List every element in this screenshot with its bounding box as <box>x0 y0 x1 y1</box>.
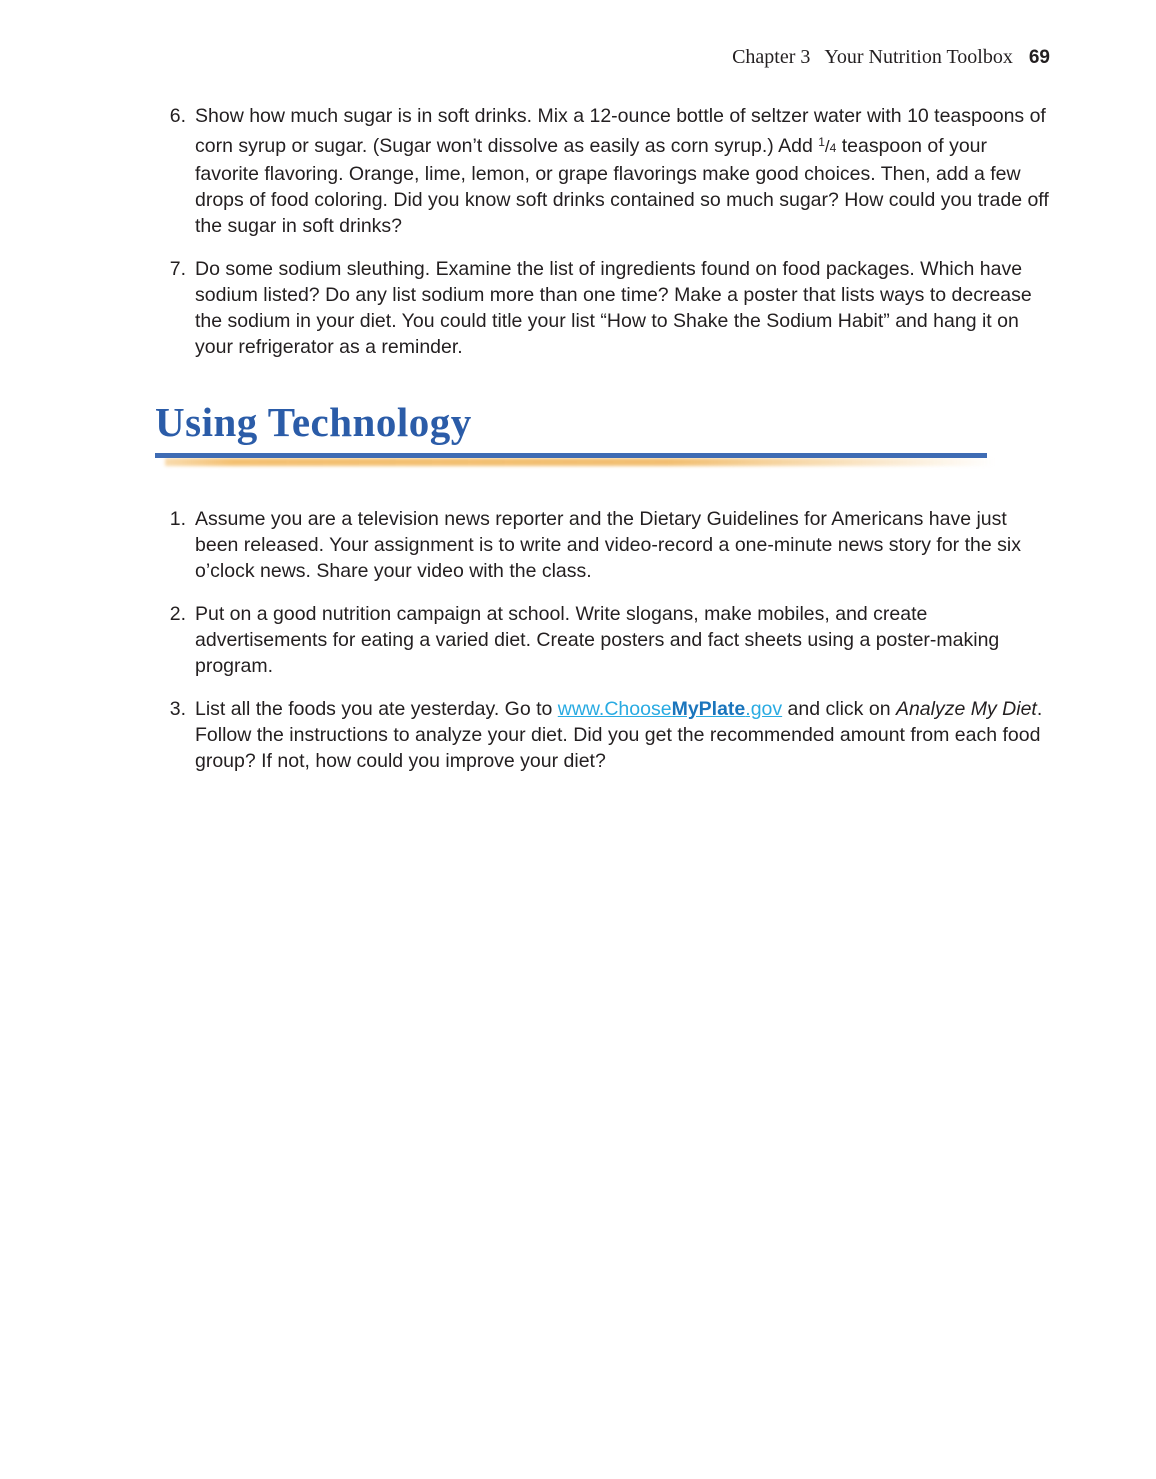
text-segment: List all the foods you ate yesterday. Go to <box>195 698 558 720</box>
list-item-text: Put on a good nutrition campaign at school. Write slogans, make mobiles, and create advertisements for eating a varied diet. Create posters and fact sheets using a poster-making program. <box>195 603 1000 677</box>
section-heading: Using Technology <box>155 399 472 445</box>
list-number: 3. <box>169 698 186 720</box>
fraction-one-quarter <box>818 135 836 157</box>
list-item-text: Assume you are a television news reporter and the Dietary Guidelines for Americans have just been released. Your assignment is to write and video-record a one-minute news story for the six o’clock news. Share your video with the class. <box>195 508 1021 582</box>
list-number: 2. <box>169 603 186 625</box>
list-item-activity-6 <box>155 103 1050 239</box>
text-segment: and click on <box>782 698 896 720</box>
list-number: 1. <box>169 508 186 530</box>
link-text: www.Choose <box>557 698 672 720</box>
link-text: .gov <box>745 698 783 720</box>
list-number: 7. <box>169 258 186 280</box>
list-item-text <box>195 103 1050 239</box>
page-number: 69 <box>1028 47 1050 68</box>
list-item-technology-2 <box>155 601 1050 679</box>
text-segment: teaspoon of your favorite flavoring. Orange, lime, lemon, or grape flavorings make good choices. Then, add a few drops of food coloring. Did you know soft drinks contained so much sugar? How could you trade off the sugar in soft drinks? <box>195 135 1049 237</box>
section-rule-bar <box>155 453 987 458</box>
text-segment: . Follow the instructions to analyze your diet. Did you get the recommended amount from each food group? If not, how could you improve your diet? <box>195 698 1043 772</box>
text-segment: Show how much sugar is in soft drinks. Mix a 12-ounce bottle of seltzer water with 10 teaspoons of corn syrup or sugar. (Sugar won’t dissolve as easily as corn syrup.) Add <box>195 105 1046 157</box>
page-header <box>155 46 1050 69</box>
choosemyplate-link[interactable] <box>558 698 782 720</box>
list-item-text: Do some sodium sleuthing. Examine the list of ingredients found on food packages. Which have sodium listed? Do any list sodium more than one time? Make a poster that lists ways to decrease the sodium in your diet. You could title your list “How to Shake the Sodium Habit” and hang it on your refrigerator as a reminder. <box>195 258 1032 358</box>
fraction-numerator: 1 <box>818 135 825 149</box>
list-item-technology-1 <box>155 506 1050 584</box>
list-item-activity-7 <box>155 256 1050 360</box>
analyze-my-diet-italic: Analyze My Diet <box>895 698 1037 720</box>
section-rule-shadow <box>165 458 1003 466</box>
list-item-text <box>195 696 1050 774</box>
fraction-denominator: 4 <box>829 141 837 155</box>
list-item-technology-3 <box>155 696 1050 774</box>
chapter-label: Chapter 3 <box>732 46 811 68</box>
fraction-slash: / <box>824 137 830 156</box>
list-number: 6. <box>169 105 186 127</box>
chapter-title: Your Nutrition Toolbox <box>824 46 1013 68</box>
link-text-bold: MyPlate <box>671 698 746 720</box>
section-rule <box>155 453 1050 468</box>
